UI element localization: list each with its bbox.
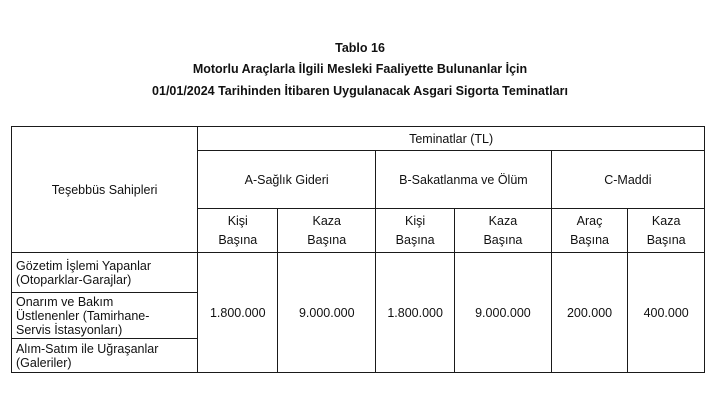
subheader-cell: [376, 209, 455, 253]
row-label-parking: [12, 253, 198, 293]
subheader-line1: Kaza: [312, 213, 341, 228]
subheader-line1: Araç: [576, 213, 603, 228]
subheader-cell: [198, 209, 278, 253]
subheader-line2: Başına: [395, 232, 435, 247]
subheader-line2: Başına: [483, 232, 523, 247]
table-subtitle: 01/01/2024 Tarihinden İtibaren Uygulanacak Asgari Sigorta Teminatları: [152, 84, 568, 98]
group-health: A-Sağlık Gideri: [198, 151, 376, 209]
subheader-cell: [278, 209, 376, 253]
row-label-line: Alım-Satım ile Uğraşanlar: [16, 341, 159, 356]
value-cell: 1.800.000: [376, 253, 455, 373]
row-label-line: Servis İstasyonları): [16, 322, 123, 337]
row-label-repair: [12, 293, 198, 339]
table-title: Motorlu Araçlarla İlgili Mesleki Faaliyette Bulunanlar İçin: [192, 62, 528, 76]
value-cell: 400.000: [628, 253, 705, 373]
row-label-dealers: [12, 339, 198, 373]
row-label-line: (Galeriler): [16, 355, 72, 370]
value-cell: 9.000.000: [278, 253, 376, 373]
table-number: Tablo 16: [335, 41, 385, 55]
subheader-cell: [628, 209, 705, 253]
group-material: C-Maddi: [551, 151, 704, 209]
subheader-line1: Kişi: [227, 213, 248, 228]
value-cell: 1.800.000: [198, 253, 278, 373]
coverage-header: Teminatlar (TL): [198, 127, 705, 151]
subheader-cell: [455, 209, 552, 253]
group-disability-death: B-Sakatlanma ve Ölüm: [376, 151, 552, 209]
row-label-line: (Otoparklar-Garajlar): [16, 272, 132, 287]
subheader-line1: Kaza: [488, 213, 518, 228]
value-cell: 200.000: [551, 253, 628, 373]
subheader-line1: Kişi: [405, 213, 426, 228]
owner-header: Teşebbüs Sahipleri: [12, 127, 198, 253]
row-label-line: Üstlenenler (Tamirhane-: [16, 308, 150, 323]
subheader-line2: Başına: [307, 232, 347, 247]
value-cell: 9.000.000: [455, 253, 552, 373]
subheader-line2: Başına: [218, 232, 258, 247]
row-label-line: Gözetim İşlemi Yapanlar: [16, 258, 152, 273]
subheader-line2: Başına: [646, 232, 686, 247]
row-label-line: Onarım ve Bakım: [16, 294, 114, 309]
insurance-coverage-table: [11, 126, 705, 373]
subheader-line2: Başına: [570, 232, 609, 247]
subheader-cell: [551, 209, 628, 253]
title-block: [0, 38, 720, 102]
subheader-line1: Kaza: [651, 213, 681, 228]
